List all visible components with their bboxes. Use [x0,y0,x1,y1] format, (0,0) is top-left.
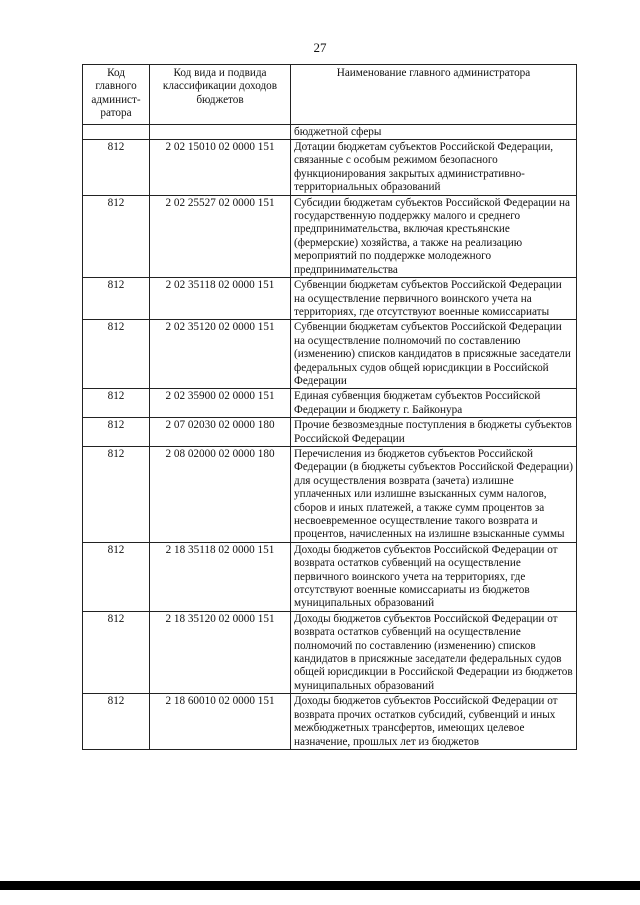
table-row [83,278,577,320]
header-admin-code: Код главного админист-ратора [83,65,150,125]
table-row [83,418,577,447]
table-row [83,389,577,418]
cell-income-code: 2 02 15010 02 0000 151 [150,140,291,196]
cell-income-code: 2 08 02000 02 0000 180 [150,446,291,542]
cell-admin-name: Доходы бюджетов субъектов Российской Федерации от возврата прочих остатков субсидий, субвенций и иных межбюджетных трансфертов, имеющих целевое назначение, прошлых лет из бюджетов [291,694,577,750]
table-row [83,140,577,196]
table-row [83,320,577,389]
scan-edge-bar [0,881,640,890]
cell-admin-code: 812 [83,694,150,750]
cell-admin-name: Единая субвенция бюджетам субъектов Российской Федерации и бюджету г. Байконура [291,389,577,418]
income-classification-table [82,64,577,750]
cell-admin-name: Субсидии бюджетам субъектов Российской Федерации на государственную поддержку малого и среднего предпринимательства, включая крестьянские (фермерские) хозяйства, а также на реализацию мероприятий по поддержке молодежного предпринимательства [291,195,577,277]
cell-admin-code: 812 [83,278,150,320]
table-row [83,446,577,542]
cell-income-code [150,124,291,139]
cell-income-code: 2 18 60010 02 0000 151 [150,694,291,750]
cell-income-code: 2 07 02030 02 0000 180 [150,418,291,447]
table-row [83,611,577,693]
cell-income-code: 2 18 35120 02 0000 151 [150,611,291,693]
cell-income-code: 2 02 35900 02 0000 151 [150,389,291,418]
cell-income-code: 2 02 35120 02 0000 151 [150,320,291,389]
table-row [83,542,577,611]
cell-income-code: 2 02 35118 02 0000 151 [150,278,291,320]
cell-admin-code [83,124,150,139]
cell-admin-code: 812 [83,446,150,542]
header-income-code: Код вида и подвида классификации доходов бюджетов [150,65,291,125]
cell-income-code: 2 02 25527 02 0000 151 [150,195,291,277]
cell-admin-name: Субвенции бюджетам субъектов Российской Федерации на осуществление полномочий по составлению (изменению) списков кандидатов в присяжные заседатели федеральных судов общей юрисдикции в Российской Федерации [291,320,577,389]
cell-admin-name: Дотации бюджетам субъектов Российской Федерации, связанные с особым режимом безопасного функционирования закрытых административно-территориальных образований [291,140,577,196]
cell-admin-code: 812 [83,418,150,447]
cell-admin-name: Доходы бюджетов субъектов Российской Федерации от возврата остатков субвенций на осуществление полномочий по составлению (изменению) списков кандидатов в присяжные заседатели федеральных судов общей юрисдикции в Российской Федерации из бюджетов муниципальных образований [291,611,577,693]
cell-admin-code: 812 [83,389,150,418]
table-row [83,124,577,139]
table-header-row [83,65,577,125]
cell-admin-code: 812 [83,320,150,389]
cell-admin-name: Доходы бюджетов субъектов Российской Федерации от возврата остатков субвенций на осуществление первичного воинского учета на территориях, где отсутствуют военные комиссариаты из бюджетов муниципальных образований [291,542,577,611]
cell-admin-code: 812 [83,140,150,196]
header-admin-name: Наименование главного администратора [291,65,577,125]
cell-admin-name: Перечисления из бюджетов субъектов Российской Федерации (в бюджеты субъектов Российской Федерации) для осуществления возврата (зачета) излишне уплаченных или излишне взысканных сумм налогов, сборов и иных платежей, а также сумм процентов за несвоевременное осуществление такого возврата и процентов, начисленных на излишне взысканные суммы [291,446,577,542]
cell-admin-code: 812 [83,542,150,611]
cell-admin-name: Субвенции бюджетам субъектов Российской Федерации на осуществление первичного воинского учета на территориях, где отсутствуют военные комиссариаты [291,278,577,320]
cell-admin-code: 812 [83,611,150,693]
cell-admin-code: 812 [83,195,150,277]
page-number: 27 [313,40,327,55]
table-row [83,195,577,277]
cell-admin-name: Прочие безвозмездные поступления в бюджеты субъектов Российской Федерации [291,418,577,447]
cell-admin-name: бюджетной сферы [291,124,577,139]
cell-income-code: 2 18 35118 02 0000 151 [150,542,291,611]
table-row [83,694,577,750]
